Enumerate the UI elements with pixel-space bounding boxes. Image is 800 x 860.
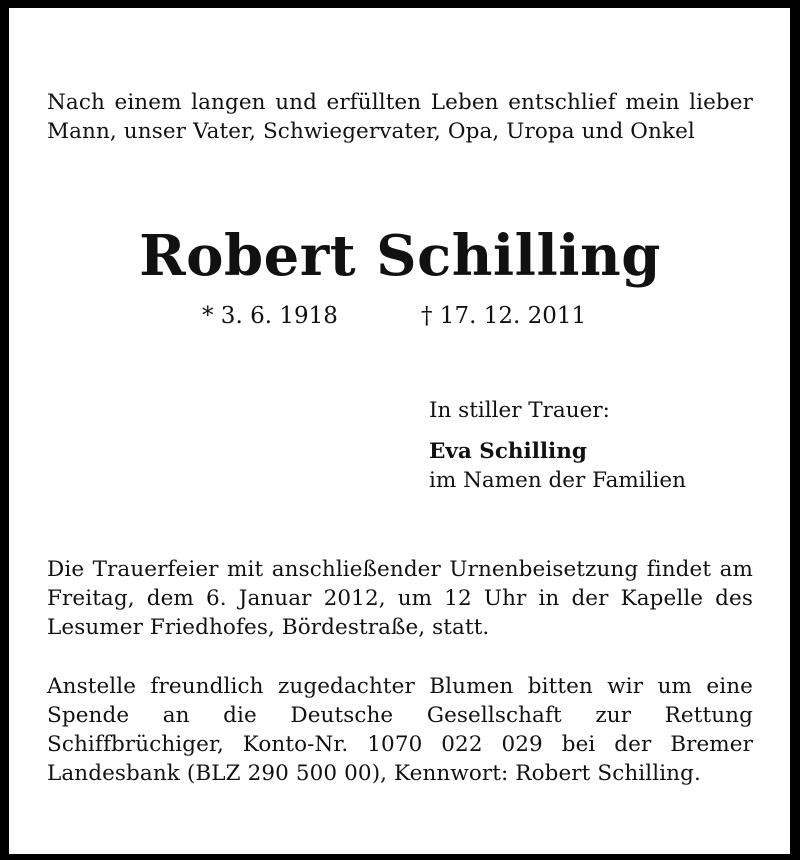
donation-text: Anstelle freundlich zugedachter Blumen bitten wir um eine Spende an die Deutsche Gesellschaft zur Rettung Schiffbrüchiger, Konto-Nr. 1070 022 029 bei der Bremer Landesbank (BLZ 290 500 00), Kennwort: Robert Schilling. bbox=[47, 674, 753, 786]
death-date: † 17. 12. 2011 bbox=[421, 303, 587, 329]
mourning-block bbox=[429, 396, 686, 495]
signer-name: Eva Schilling bbox=[429, 439, 587, 464]
mourning-spacer bbox=[429, 425, 686, 437]
signer-note: im Namen der Familien bbox=[429, 468, 686, 493]
mourning-heading: In stiller Trauer: bbox=[429, 398, 610, 423]
birth-date: * 3. 6. 1918 bbox=[202, 303, 338, 329]
deceased-name: Robert Schilling bbox=[139, 223, 661, 289]
intro-text: Nach einem langen und erfüllten Leben entschlief mein lieber Mann, unser Vater, Schwiegervater, Opa, Uropa und Onkel bbox=[47, 90, 753, 144]
ceremony-text: Die Trauerfeier mit anschließender Urnenbeisetzung findet am Freitag, dem 6. Januar 2012, um 12 Uhr in der Kapelle des Lesumer Friedhofes, Bördestraße, statt. bbox=[47, 557, 753, 640]
